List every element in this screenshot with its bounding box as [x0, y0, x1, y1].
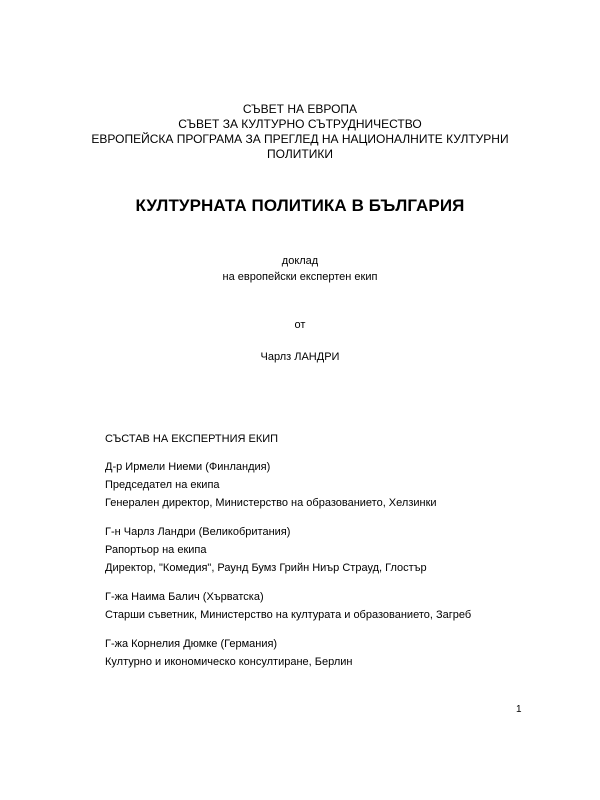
- organization-header: [0, 102, 600, 162]
- member-position: Генерален директор, Министерство на образованието, Хелзинки: [105, 497, 437, 509]
- header-line-programme: ЕВРОПЕЙСКА ПРОГРАМА ЗА ПРЕГЛЕД НА НАЦИОНАЛНИТЕ КУЛТУРНИ: [91, 132, 509, 146]
- page-number: 1: [516, 704, 522, 715]
- expert-team-section: [105, 430, 565, 682]
- report-subtitle: [0, 253, 600, 285]
- member-position: Културно и икономическо консултиране, Берлин: [105, 656, 353, 668]
- team-member-niemi: [105, 458, 565, 512]
- report-label: доклад: [281, 255, 319, 267]
- team-heading: СЪСТАВ НА ЕКСПЕРТНИЯ ЕКИП: [105, 433, 279, 445]
- member-position: Старши съветник, Министерство на културата и образованието, Загреб: [105, 609, 472, 621]
- from-label: от: [294, 319, 306, 331]
- member-name: Г-жа Наима Балич (Хърватска): [105, 591, 264, 603]
- team-member-balic: [105, 588, 565, 624]
- team-member-landry: [105, 523, 565, 577]
- member-name: Г-н Чарлз Ландри (Великобритания): [105, 526, 291, 538]
- member-name: Д-р Ирмели Ниеми (Финландия): [105, 461, 271, 473]
- document-title: КУЛТУРНАТА ПОЛИТИКА В БЪЛГАРИЯ: [135, 196, 465, 215]
- member-role: Рапортьор на екипа: [105, 544, 207, 556]
- member-role: Председател на екипа: [105, 479, 220, 491]
- header-line-policies: ПОЛИТИКИ: [267, 147, 333, 161]
- team-member-dumcke: [105, 635, 565, 671]
- header-line-council: СЪВЕТ НА ЕВРОПА: [242, 102, 358, 116]
- report-description: на европейски експертен екип: [222, 271, 378, 283]
- member-name: Г-жа Корнелия Дюмке (Германия): [105, 638, 278, 650]
- author-name: Чарлз ЛАНДРИ: [260, 351, 340, 363]
- header-line-cultural-council: СЪВЕТ ЗА КУЛТУРНО СЪТРУДНИЧЕСТВО: [178, 117, 422, 131]
- member-position: Директор, "Комедия", Раунд Бумз Грийн Ниър Страуд, Глостър: [105, 562, 427, 574]
